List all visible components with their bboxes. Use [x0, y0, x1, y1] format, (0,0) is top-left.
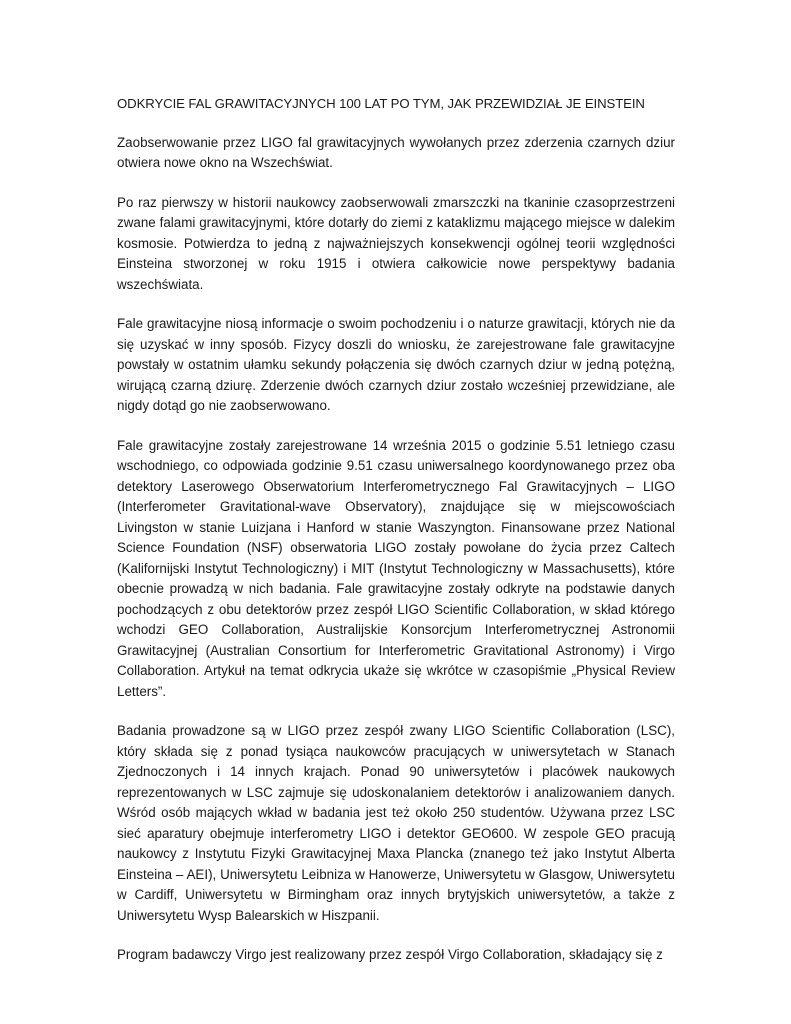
document-page [117, 94, 675, 985]
document-title: ODKRYCIE FAL GRAWITACYJNYCH 100 LAT PO TYM, JAK PRZEWIDZIAŁ JE EINSTEIN [117, 96, 645, 111]
paragraph-virgo-program: Program badawczy Virgo jest realizowany przez zespół Virgo Collaboration, składający się z [117, 947, 663, 962]
paragraph-detection-details: Fale grawitacyjne zostały zarejestrowane 14 września 2015 o godzinie 5.51 letniego czasu wschodniego, co odpowiada godzinie 9.51 czasu uniwersalnego koordynowanego przez oba detektory Laserowego Obserwatorium Interferometrycznego Fal Grawitacyjnych – LIGO (Interferometer Gravitational-wave Observatory), znajdujące się w miejscowościach Livingston w stanie Luizjana i Hanford w stanie Waszyngton. Finansowane przez National Science Foundation (NSF) obserwatoria LIGO zostały powołane do życia przez Caltech (Kalifornijski Instytut Technologiczny) i MIT (Instytut Technologiczny w Massachusetts), które obecnie prowadzą w nich badania. Fale grawitacyjne zostały odkryte na podstawie danych pochodzących z obu detektorów przez zespół LIGO Scientific Collaboration, w skład którego wchodzi GEO Collaboration, Australijskie Konsorcjum Interferometrycznej Astronomii Grawitacyjnej (Australian Consortium for Interferometric Gravitational Astronomy) i Virgo Collaboration. Artykuł na temat odkrycia ukaże się wkrótce w czasopiśmie „Physical Review Letters”. [117, 437, 675, 699]
paragraph-intro: Zaobserwowanie przez LIGO fal grawitacyjnych wywołanych przez zderzenia czarnych dziur otwiera nowe okno na Wszechświat. [117, 134, 675, 170]
paragraph-wave-information: Fale grawitacyjne niosą informacje o swoim pochodzeniu i o naturze grawitacji, których nie da się uzyskać w inny sposób. Fizycy doszli do wniosku, że zarejestrowane fale grawitacyjne powstały w ostatnim ułamku sekundy połączenia się dwóch czarnych dziur w jedną potężną, wirującą czarną dziurę. Zderzenie dwóch czarnych dziur zostało wcześniej przewidziane, ale nigdy dotąd go nie zaobserwowano. [117, 316, 675, 413]
paragraph-first-observation: Po raz pierwszy w historii naukowcy zaobserwowali zmarszczki na tkaninie czasoprzestrzeni zwane falami grawitacyjnymi, które dotarły do ziemi z kataklizmu mającego miejsce w dalekim kosmosie. Potwierdza to jedną z najważniejszych konsekwencji ogólnej teorii względności Einsteina stworzonej w roku 1915 i otwiera całkowicie nowe perspektywy badania wszechświata. [117, 194, 675, 292]
paragraph-lsc-research: Badania prowadzone są w LIGO przez zespół zwany LIGO Scientific Collaboration (LSC), który składa się z ponad tysiąca naukowców pracujących w uniwersytetach w Stanach Zjednoczonych i 14 innych krajach. Ponad 90 uniwersytetów i placówek naukowych reprezentowanych w LSC zajmuje się udoskonalaniem detektorów i analizowaniem danych. Wśród osób mających wkład w badania jest też około 250 studentów. Używana przez LSC sieć aparatury obejmuje interferometry LIGO i detektor GEO600. W zespole GEO pracują naukowcy z Instytutu Fizyki Grawitacyjnej Maxa Plancka (znanego też jako Instytut Alberta Einsteina – AEI), Uniwersytetu Leibniza w Hanowerze, Uniwersytetu w Glasgow, Uniwersytetu w Cardiff, Uniwersytetu w Birmingham oraz innych brytyjskich uniwersytetów, a także z Uniwersytetu Wysp Balearskich w Hiszpanii. [117, 723, 675, 923]
